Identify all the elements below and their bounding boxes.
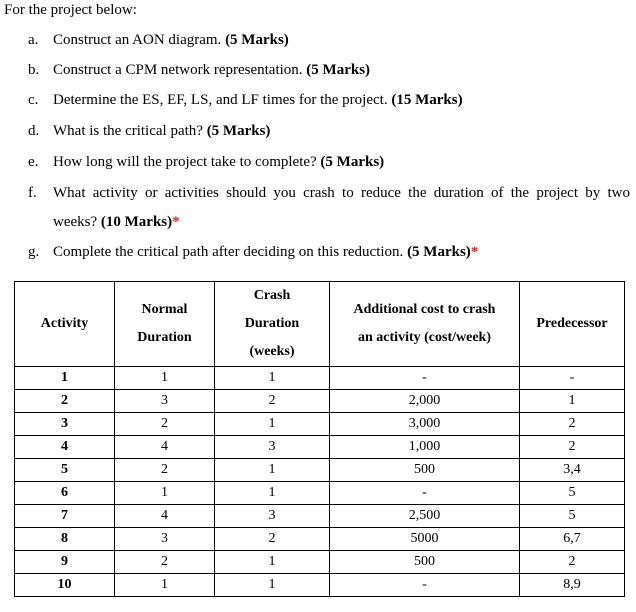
header-crash-duration: Crash Duration (weeks) bbox=[215, 282, 330, 367]
header-predecessor: Predecessor bbox=[520, 282, 625, 367]
table-cell: 1 bbox=[115, 482, 215, 505]
table-cell: 500 bbox=[330, 551, 520, 574]
question-marks: (15 Marks) bbox=[391, 92, 463, 108]
table-row bbox=[15, 574, 625, 597]
header-additional-cost: Additional cost to crash an activity (cost/week) bbox=[330, 282, 520, 367]
header-activity: Activity bbox=[15, 282, 115, 367]
table-cell: 2 bbox=[215, 528, 330, 551]
table-cell: 5 bbox=[520, 482, 625, 505]
question-marks: (10 Marks) bbox=[100, 214, 173, 230]
table-cell: 3,000 bbox=[330, 413, 520, 436]
question-text: Construct a CPM network representation. bbox=[53, 62, 303, 78]
table-cell: - bbox=[330, 367, 520, 390]
table-cell: 1 bbox=[115, 574, 215, 597]
question-text: Determine the ES, EF, LS, and LF times for the project. bbox=[53, 92, 388, 108]
table-cell: 2,000 bbox=[330, 390, 520, 413]
table-row bbox=[15, 528, 625, 551]
table-row bbox=[15, 367, 625, 390]
question-label: e. bbox=[28, 154, 39, 170]
table-cell: 2 bbox=[115, 413, 215, 436]
question-text: How long will the project take to complete? bbox=[53, 154, 317, 170]
table-cell: 1 bbox=[215, 459, 330, 482]
table-cell: 1 bbox=[115, 367, 215, 390]
table-cell: 1 bbox=[215, 551, 330, 574]
table-header-row bbox=[15, 282, 625, 367]
table-cell: 2 bbox=[520, 551, 625, 574]
table-cell: 2 bbox=[520, 436, 625, 459]
table-cell: 1 bbox=[15, 367, 115, 390]
question-label: a. bbox=[28, 32, 39, 48]
table-cell: 3 bbox=[115, 390, 215, 413]
table-cell: 2 bbox=[15, 390, 115, 413]
table-cell: 1 bbox=[520, 390, 625, 413]
table-cell: 7 bbox=[15, 505, 115, 528]
question-text: Complete the critical path after deciding on this reduction. bbox=[53, 244, 404, 260]
question-marks: (5 Marks) bbox=[206, 123, 271, 139]
table-cell: 5000 bbox=[330, 528, 520, 551]
question-text: What is the critical path? bbox=[53, 123, 203, 139]
table-cell: 5 bbox=[15, 459, 115, 482]
table-cell: 2 bbox=[115, 551, 215, 574]
question-label: f. bbox=[28, 185, 37, 201]
table-cell: 8,9 bbox=[520, 574, 625, 597]
required-star: * bbox=[470, 244, 479, 260]
table-cell: 3,4 bbox=[520, 459, 625, 482]
question-marks: (5 Marks) bbox=[306, 62, 371, 78]
question-text-line1: What activity or activities should you crash to reduce the duration of the project by two bbox=[53, 185, 630, 201]
project-table bbox=[14, 281, 625, 597]
table-cell: 1,000 bbox=[330, 436, 520, 459]
table-cell: 8 bbox=[15, 528, 115, 551]
table-cell: 2,500 bbox=[330, 505, 520, 528]
table-cell: 10 bbox=[15, 574, 115, 597]
question-text: Construct an AON diagram. bbox=[53, 32, 222, 48]
table-cell: 1 bbox=[215, 482, 330, 505]
table-cell: 2 bbox=[215, 390, 330, 413]
table-row bbox=[15, 551, 625, 574]
table-cell: - bbox=[330, 482, 520, 505]
table-cell: 2 bbox=[115, 459, 215, 482]
table-row bbox=[15, 390, 625, 413]
question-marks: (5 Marks) bbox=[320, 154, 385, 170]
table-row bbox=[15, 459, 625, 482]
table-cell: 6,7 bbox=[520, 528, 625, 551]
required-star: * bbox=[172, 214, 180, 230]
table-cell: 5 bbox=[520, 505, 625, 528]
question-text-line2: weeks? bbox=[53, 214, 98, 230]
table-cell: 4 bbox=[115, 505, 215, 528]
table-cell: 3 bbox=[15, 413, 115, 436]
question-label: b. bbox=[28, 62, 40, 78]
question-label: c. bbox=[28, 92, 39, 108]
table-cell: 4 bbox=[115, 436, 215, 459]
table-cell: 1 bbox=[215, 574, 330, 597]
question-label: d. bbox=[28, 123, 40, 139]
intro-text: For the project below: bbox=[4, 2, 137, 18]
question-label: g. bbox=[28, 244, 40, 260]
table-row bbox=[15, 436, 625, 459]
table-cell: 500 bbox=[330, 459, 520, 482]
table-cell: 6 bbox=[15, 482, 115, 505]
table-cell: 1 bbox=[215, 413, 330, 436]
table-row bbox=[15, 482, 625, 505]
table-cell: 9 bbox=[15, 551, 115, 574]
question-marks: (5 Marks) bbox=[225, 32, 289, 48]
table-cell: - bbox=[330, 574, 520, 597]
table-cell: 4 bbox=[15, 436, 115, 459]
table-cell: 3 bbox=[215, 436, 330, 459]
header-normal-duration: Normal Duration bbox=[115, 282, 215, 367]
table-cell: 3 bbox=[215, 505, 330, 528]
table-cell: 1 bbox=[215, 367, 330, 390]
table-row bbox=[15, 505, 625, 528]
table-cell: 2 bbox=[520, 413, 625, 436]
table-cell: 3 bbox=[115, 528, 215, 551]
table-row bbox=[15, 413, 625, 436]
table-cell: - bbox=[520, 367, 625, 390]
question-marks: (5 Marks) bbox=[407, 244, 471, 260]
